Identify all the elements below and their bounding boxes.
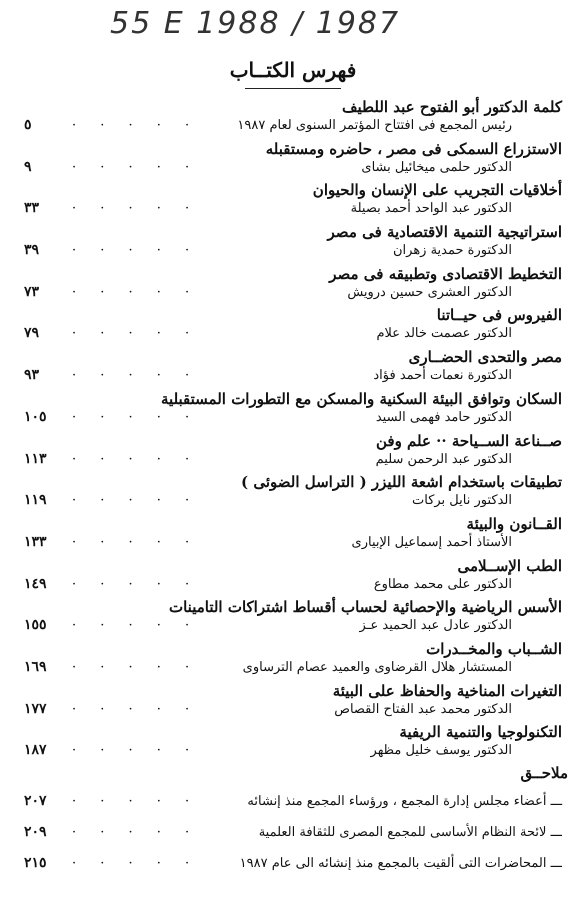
- toc-entry: [24, 346, 572, 388]
- entry-author: الدكتور عصمت خالد علام: [376, 326, 512, 342]
- toc-entry: [24, 138, 572, 180]
- toc-entry: [24, 513, 572, 555]
- entry-author: الدكتور عبد الرحمن سليم: [375, 451, 512, 467]
- leader-dots: · · · · ·: [72, 451, 200, 467]
- table-of-contents: [24, 96, 572, 763]
- entry-page-number: ٣٣: [24, 200, 40, 217]
- entry-author: الدكتورة نعمات أحمد فؤاد: [373, 368, 512, 384]
- entry-page-number: ١٤٩: [24, 575, 47, 592]
- entry-author: الدكتور نايل بركات: [412, 493, 512, 509]
- entry-page-number: ٥: [24, 117, 32, 133]
- leader-dots: · · · · ·: [72, 794, 200, 809]
- annex-list: [24, 790, 572, 883]
- leader-dots: · · · · ·: [72, 576, 200, 592]
- leader-dots: · · · · ·: [72, 493, 200, 509]
- leader-dots: · · · · ·: [72, 326, 200, 342]
- leader-dots: · · · · ·: [72, 701, 200, 717]
- leader-dots: · · · · ·: [72, 825, 200, 840]
- entry-author: رئيس المجمع فى افتتاح المؤتمر السنوى لعام ١٩٨٧: [237, 118, 512, 133]
- leader-dots: · · · · ·: [72, 856, 200, 871]
- leader-dots: · · · · ·: [72, 118, 200, 133]
- entry-title: الاستزراع السمكى فى مصر ، حاضره ومستقبله: [265, 139, 562, 158]
- annex-item-text: ـــ أعضاء مجلس إدارة المجمع ، ورؤساء المجمع منذ إنشائه: [247, 794, 562, 809]
- entry-author: المستشار هلال القرضاوى والعميد عصام الترساوى: [242, 659, 512, 675]
- entry-page-number: ٩: [24, 158, 32, 175]
- entry-author: الدكتور العشرى حسين درويش: [347, 284, 512, 300]
- annex-heading: ملاحــق: [520, 764, 568, 782]
- entry-author: الدكتور عبد الواحد أحمد بصيلة: [350, 201, 512, 217]
- entry-title: صــناعة الســياحة ·· علم وفن: [376, 431, 562, 450]
- annex-page-number: ٢١٥: [24, 855, 47, 871]
- leader-dots: · · · · ·: [72, 284, 200, 300]
- entry-page-number: ١١٩: [24, 492, 47, 509]
- entry-page-number: ١١٣: [24, 450, 47, 467]
- entry-author: الدكتور محمد عبد الفتاح القصاص: [334, 701, 512, 717]
- leader-dots: · · · · ·: [72, 534, 200, 550]
- annex-item-text: ـــ المحاضرات التى ألقيت بالمجمع منذ إنشائه الى عام ١٩٨٧: [239, 856, 562, 871]
- annex-page-number: ٢٠٩: [24, 824, 47, 840]
- entry-title: السكان وتوافق البيئة السكنية والمسكن مع التطورات المستقبلية: [161, 389, 562, 408]
- toc-entry: [24, 221, 572, 263]
- toc-entry: [24, 596, 572, 638]
- entry-page-number: ١٧٧: [24, 700, 47, 717]
- entry-page-number: ٧٣: [24, 283, 40, 300]
- entry-author: الدكتور على محمد مطاوع: [373, 576, 512, 592]
- toc-entry: [24, 430, 572, 472]
- annex-item: [24, 790, 572, 821]
- entry-title: الطب الإســلامى: [457, 556, 562, 575]
- annex-page-number: ٢٠٧: [24, 793, 47, 809]
- entry-author: الأستاذ أحمد إسماعيل الإبيارى: [351, 534, 512, 550]
- entry-author: الدكتور حلمى ميخائيل بشاى: [361, 159, 512, 175]
- entry-title: الفيروس فى حيــاتنا: [436, 306, 562, 325]
- leader-dots: · · · · ·: [72, 368, 200, 384]
- entry-title: القــانون والبيئة: [466, 514, 562, 533]
- leader-dots: · · · · ·: [72, 659, 200, 675]
- toc-entry: [24, 179, 572, 221]
- leader-dots: · · · · ·: [72, 618, 200, 634]
- toc-entry: [24, 471, 572, 513]
- entry-title: كلمة الدكتور أبو الفتوح عبد اللطيف: [342, 98, 562, 116]
- page-title: فهرس الكتــاب: [229, 58, 357, 82]
- leader-dots: · · · · ·: [72, 201, 200, 217]
- entry-page-number: ١٨٧: [24, 742, 47, 759]
- entry-page-number: ١٦٩: [24, 658, 47, 675]
- toc-entry: [24, 638, 572, 680]
- leader-dots: · · · · ·: [72, 159, 200, 175]
- entry-page-number: ١٣٣: [24, 533, 47, 550]
- toc-entry: [24, 263, 572, 305]
- entry-title: الأسس الرياضية والإحصائية لحساب أقساط اشتراكات التامينات: [168, 598, 562, 617]
- entry-page-number: ٣٩: [24, 242, 40, 259]
- entry-page-number: ٩٣: [24, 367, 40, 384]
- title-underline: [245, 88, 341, 89]
- toc-entry: [24, 555, 572, 597]
- annex-item: [24, 821, 572, 852]
- entry-author: الدكتور يوسف خليل مظهر: [370, 743, 512, 759]
- handwritten-note: 55 E 1988 / 1987: [110, 6, 401, 41]
- toc-entry: [24, 388, 572, 430]
- toc-entry: [24, 304, 572, 346]
- leader-dots: · · · · ·: [72, 243, 200, 259]
- entry-title: التخطيط الاقتصادى وتطبيقه فى مصر: [329, 264, 562, 283]
- entry-title: التكنولوجيا والتنمية الريفية: [399, 723, 562, 742]
- entry-page-number: ٧٩: [24, 325, 40, 342]
- entry-title: تطبيقات باستخدام اشعة الليزر ( التراسل الضوئى ): [241, 473, 562, 492]
- entry-page-number: ١٠٥: [24, 408, 47, 425]
- entry-title: استراتيجية التنمية الاقتصادية فى مصر: [327, 223, 562, 242]
- entry-title: مصر والتحدى الحضــارى: [408, 348, 562, 367]
- leader-dots: · · · · ·: [72, 743, 200, 759]
- toc-entry: [24, 96, 572, 138]
- entry-title: الشــباب والمخــدرات: [426, 639, 562, 658]
- annex-item-text: ـــ لائحة النظام الأساسى للمجمع المصرى للثقافة العلمية: [258, 825, 562, 840]
- entry-title: التغيرات المناخية والحفاظ على البيئة: [332, 681, 562, 700]
- entry-author: الدكتور عادل عبد الحميد عـز: [359, 618, 512, 634]
- toc-entry: [24, 721, 572, 763]
- entry-author: الدكتور حامد فهمى السيد: [375, 409, 512, 425]
- leader-dots: · · · · ·: [72, 409, 200, 425]
- entry-title: أخلاقيات التجريب على الإنسان والحيوان: [312, 181, 562, 200]
- annex-item: [24, 852, 572, 883]
- entry-page-number: ١٥٥: [24, 617, 47, 634]
- toc-entry: [24, 680, 572, 722]
- entry-author: الدكتورة حمدية زهران: [392, 243, 512, 259]
